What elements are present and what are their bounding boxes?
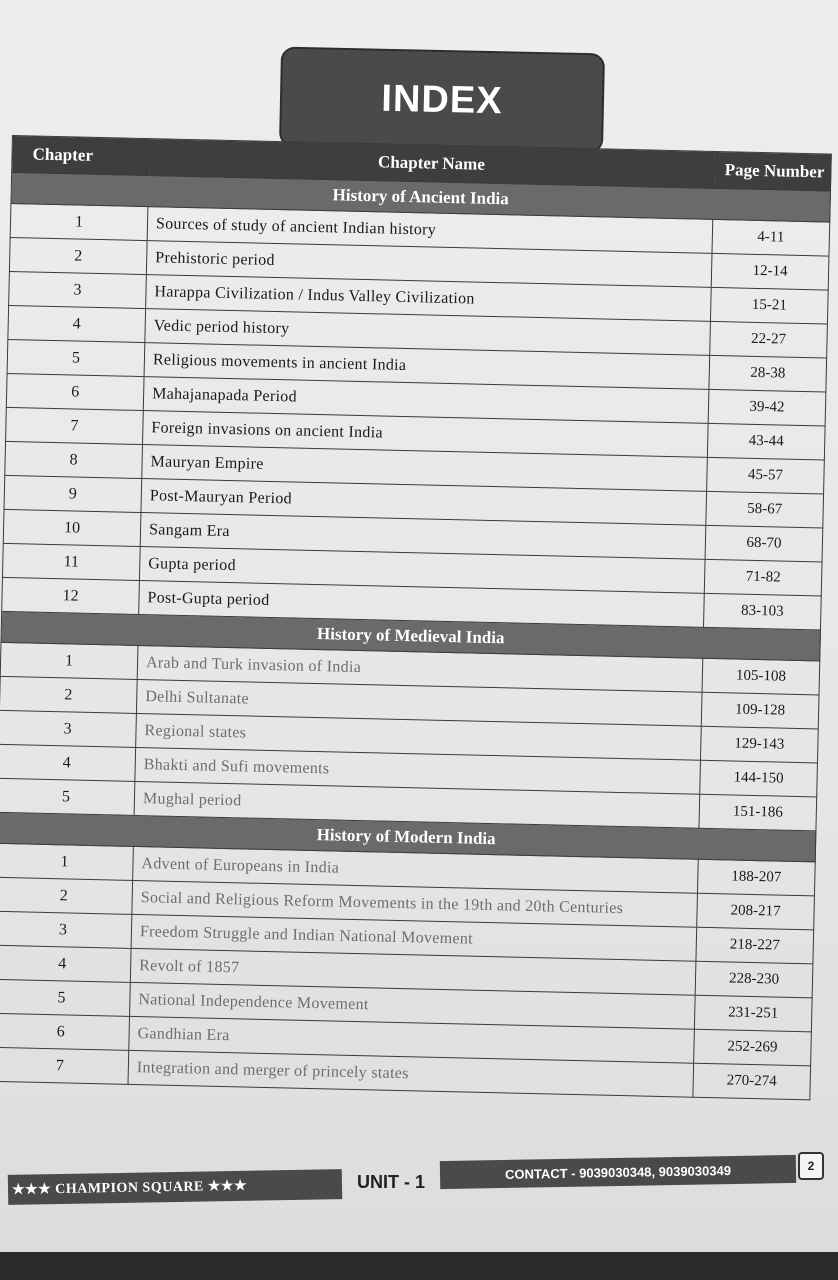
page-range: 22-27 xyxy=(710,321,828,358)
chapter-name: Sources of study of ancient Indian history xyxy=(147,207,713,254)
chapter-name: Delhi Sultanate xyxy=(136,679,702,726)
chapter-name: Bhakti and Sufi movements xyxy=(135,747,701,794)
chapter-name: National Independence Movement xyxy=(130,982,696,1029)
page-range: 4-11 xyxy=(712,219,830,256)
page-range: 43-44 xyxy=(707,423,825,460)
chapter-number: 10 xyxy=(3,509,141,546)
chapter-number: 6 xyxy=(6,373,144,410)
chapter-number: 12 xyxy=(2,577,140,614)
chapter-name: Gandhian Era xyxy=(129,1016,695,1063)
section-title: History of Ancient India xyxy=(11,173,830,223)
page-range: 45-57 xyxy=(707,457,825,494)
page-range: 231-251 xyxy=(694,995,812,1032)
chapter-number: 9 xyxy=(4,475,142,512)
chapter-name: Harappa Civilization / Indus Valley Civilization xyxy=(146,275,712,322)
chapter-number: 2 xyxy=(9,237,147,274)
chapter-name: Freedom Struggle and Indian National Movement xyxy=(131,914,697,961)
page-range: 83-103 xyxy=(704,593,822,630)
page-range: 270-274 xyxy=(693,1063,811,1100)
chapter-name: Foreign invasions on ancient India xyxy=(143,411,709,458)
chapter-name: Mughal period xyxy=(134,781,700,828)
chapter-name: Mauryan Empire xyxy=(142,445,708,492)
chapter-name: Post-Mauryan Period xyxy=(141,479,707,526)
chapter-number: 2 xyxy=(0,877,133,914)
chapter-name: Regional states xyxy=(136,713,702,760)
chapter-number: 1 xyxy=(0,642,138,679)
page-range: 12-14 xyxy=(711,253,829,290)
chapter-number: 6 xyxy=(0,1013,130,1050)
chapter-number: 7 xyxy=(0,1047,129,1084)
chapter-name: Revolt of 1857 xyxy=(130,948,696,995)
footer-contact: CONTACT - 9039030348, 9039030349 xyxy=(440,1155,796,1189)
page-range: 228-230 xyxy=(695,961,813,998)
chapter-name: Arab and Turk invasion of India xyxy=(137,645,703,692)
page-range: 218-227 xyxy=(696,927,814,964)
page-range: 129-143 xyxy=(700,726,818,763)
index-title-box xyxy=(279,47,605,154)
header-page-number: Page Number xyxy=(713,151,831,191)
chapter-number: 3 xyxy=(0,911,132,948)
chapter-number: 4 xyxy=(0,945,131,982)
chapter-number: 1 xyxy=(10,203,148,240)
page-range: 68-70 xyxy=(705,525,823,562)
chapter-name: Social and Religious Reform Movements in the 19th and 20th Centuries xyxy=(132,880,698,927)
section-title: History of Modern India xyxy=(0,812,816,862)
chapter-number: 7 xyxy=(6,407,144,444)
chapter-name: Post-Gupta period xyxy=(139,581,705,628)
page-title: INDEX xyxy=(381,77,503,122)
chapter-name: Prehistoric period xyxy=(146,241,712,288)
page-range: 28-38 xyxy=(709,355,827,392)
page-range: 39-42 xyxy=(708,389,826,426)
chapter-name: Sangam Era xyxy=(140,513,706,560)
header-chapter: Chapter xyxy=(12,136,150,176)
footer-unit: UNIT - 1 xyxy=(357,1172,426,1192)
chapter-number: 5 xyxy=(0,778,135,815)
chapter-number: 4 xyxy=(8,305,146,342)
index-table xyxy=(0,135,832,1100)
section-title: History of Medieval India xyxy=(1,611,820,661)
page-range: 105-108 xyxy=(702,658,820,695)
table-body xyxy=(0,173,830,1100)
index-table-wrapper xyxy=(0,135,832,1100)
chapter-number: 4 xyxy=(0,744,136,781)
chapter-number: 2 xyxy=(0,676,137,713)
chapter-name: Vedic period history xyxy=(145,309,711,356)
page-range: 188-207 xyxy=(697,859,815,896)
page-range: 151-186 xyxy=(699,794,817,831)
chapter-name: Advent of Europeans in India xyxy=(133,846,699,893)
page-range: 109-128 xyxy=(701,692,819,729)
chapter-name: Integration and merger of princely states xyxy=(128,1050,694,1097)
chapter-number: 3 xyxy=(9,271,147,308)
chapter-name: Mahajanapada Period xyxy=(143,377,709,424)
page-range: 144-150 xyxy=(700,760,818,797)
chapter-number: 5 xyxy=(0,979,130,1016)
chapter-number: 11 xyxy=(2,543,140,580)
page-number: 2 xyxy=(798,1152,824,1180)
header-chapter-name: Chapter Name xyxy=(149,139,715,189)
chapter-number: 3 xyxy=(0,710,136,747)
chapter-number: 1 xyxy=(0,843,133,880)
chapter-number: 8 xyxy=(5,441,143,478)
page-range: 252-269 xyxy=(694,1029,812,1066)
footer-brand: ★★★ CHAMPION SQUARE ★★★ xyxy=(8,1169,342,1205)
page-range: 15-21 xyxy=(710,287,828,324)
bottom-edge xyxy=(0,1252,838,1280)
page-range: 58-67 xyxy=(706,491,824,528)
chapter-name: Religious movements in ancient India xyxy=(144,343,710,390)
page-range: 71-82 xyxy=(704,559,822,596)
page-range: 208-217 xyxy=(697,893,815,930)
chapter-number: 5 xyxy=(7,339,145,376)
chapter-name: Gupta period xyxy=(139,547,705,594)
